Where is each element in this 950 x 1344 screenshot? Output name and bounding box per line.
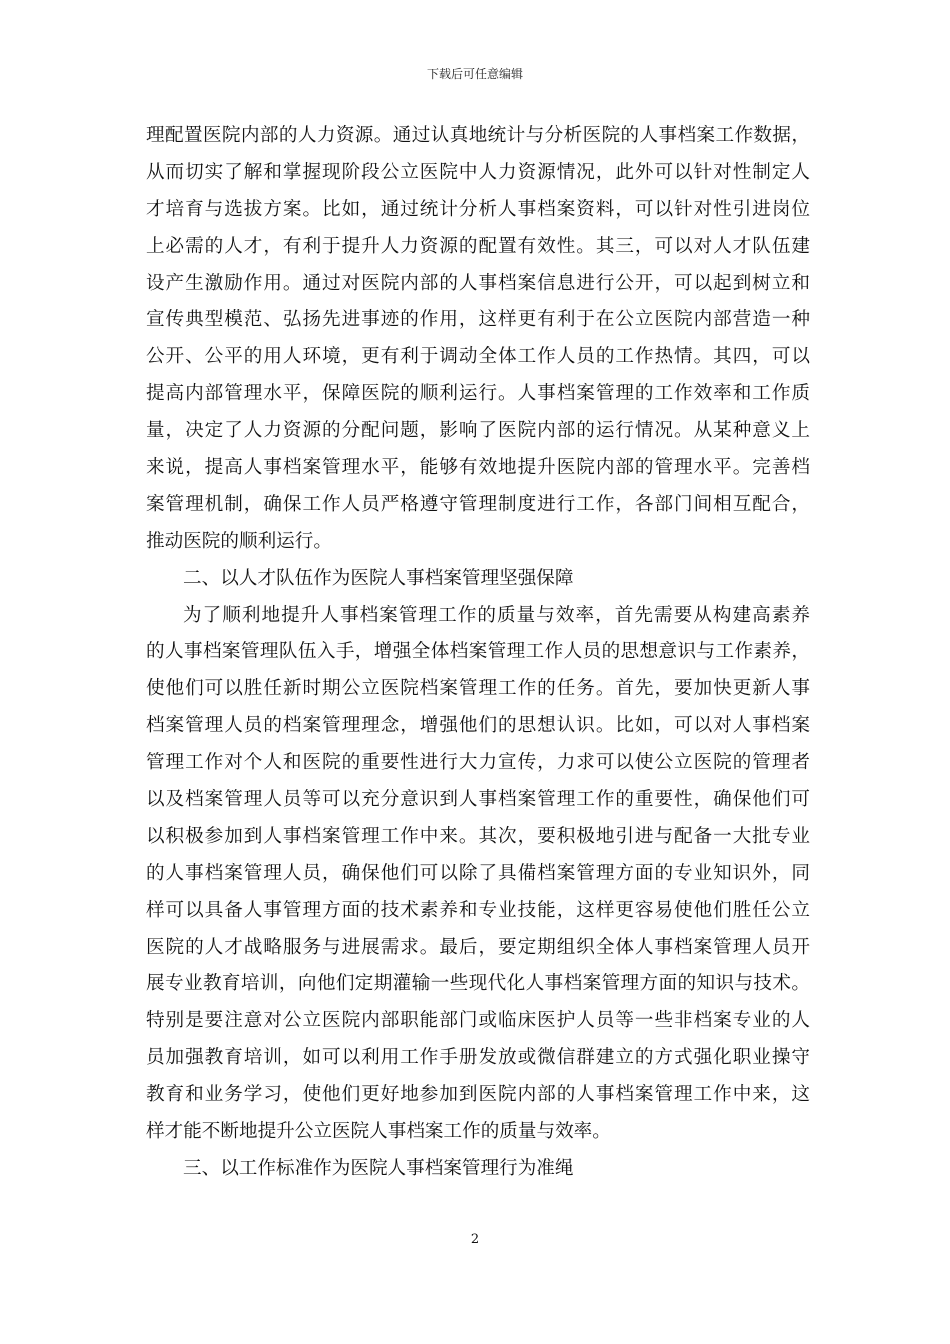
text-line: 管理工作对个人和医院的重要性进行大力宣传，力求可以使公立医院的管理者 (146, 752, 810, 774)
text-line: 样才能不断地提升公立医院人事档案工作的质量与效率。 (146, 1121, 611, 1143)
text-line: 的人事档案管理人员，确保他们可以除了具備档案管理方面的专业知识外，同 (146, 862, 810, 884)
page-number: 2 (470, 1232, 480, 1247)
text-line: 以积极参加到人事档案管理工作中来。其次，要积极地引进与配备一大批专业 (146, 825, 810, 847)
text-line: 展专业教育培训，向他们定期灌输一些现代化人事档案管理方面的知识与技术。 (146, 973, 810, 995)
text-line: 医院的人才战略服务与进展需求。最后，要定期组织全体人事档案管理人员开 (146, 936, 810, 958)
text-line: 特别是要注意对公立医院内部职能部门或临床医护人员等一些非档案专业的人 (146, 1010, 810, 1032)
text-line: 案管理机制，确保工作人员严格遵守管理制度进行工作，各部门间相互配合， (146, 493, 810, 515)
text-line: 从而切实了解和掌握现阶段公立医院中人力资源情况，此外可以针对性制定人 (146, 161, 810, 183)
text-line: 员加强教育培训，如可以利用工作手册发放或微信群建立的方式强化职业操守 (146, 1047, 810, 1069)
text-line: 样可以具备人事管理方面的技术素养和专业技能，这样更容易使他们胜任公立 (146, 899, 810, 921)
text-line: 提高内部管理水平，保障医院的顺利运行。人事档案管理的工作效率和工作质 (146, 383, 810, 405)
text-line: 才培育与选拔方案。比如，通过统计分析人事档案资料，可以针对性引进岗位 (146, 198, 810, 220)
text-line: 教育和业务学习，使他们更好地参加到医院内部的人事档案管理工作中来，这 (146, 1084, 810, 1106)
document-body (146, 118, 810, 1188)
text-line: 使他们可以胜任新时期公立医院档案管理工作的任务。首先，要加快更新人事 (146, 678, 810, 700)
text-line: 的人事档案管理队伍入手，增强全体档案管理工作人员的思想意识与工作素养， (146, 641, 810, 663)
section-heading: 二、以人才队伍作为医院人事档案管理坚强保障 (183, 567, 574, 589)
text-line: 档案管理人员的档案管理理念，增强他们的思想认识。比如，可以对人事档案 (146, 715, 810, 737)
text-line: 上必需的人才，有利于提升人力资源的配置有效性。其三，可以对人才队伍建 (146, 235, 810, 257)
section-heading: 三、以工作标准作为医院人事档案管理行为准绳 (183, 1157, 574, 1179)
text-line: 设产生激励作用。通过对医院内部的人事档案信息进行公开，可以起到树立和 (146, 272, 810, 294)
text-line: 来说，提高人事档案管理水平，能够有效地提升医院内部的管理水平。完善档 (146, 457, 810, 479)
text-line: 理配置医院内部的人力资源。通过认真地统计与分析医院的人事档案工作数据， (146, 125, 810, 146)
paragraph-first-line: 为了顺利地提升人事档案管理工作的质量与效率，首先需要从构建高素养 (183, 604, 810, 626)
text-line: 公开、公平的用人环境，更有利于调动全体工作人员的工作热情。其四，可以 (146, 346, 810, 368)
text-line: 量，决定了人力资源的分配问题，影响了医院内部的运行情况。从某种意义上 (146, 420, 810, 442)
page-header: 下载后可任意编辑 (426, 67, 523, 81)
text-line: 推动医院的顺利运行。 (146, 530, 332, 552)
text-line: 以及档案管理人员等可以充分意识到人事档案管理工作的重要性，确保他们可 (146, 789, 810, 811)
text-line: 宣传典型模范、弘扬先进事迹的作用，这样更有利于在公立医院内部营造一种 (146, 309, 810, 331)
